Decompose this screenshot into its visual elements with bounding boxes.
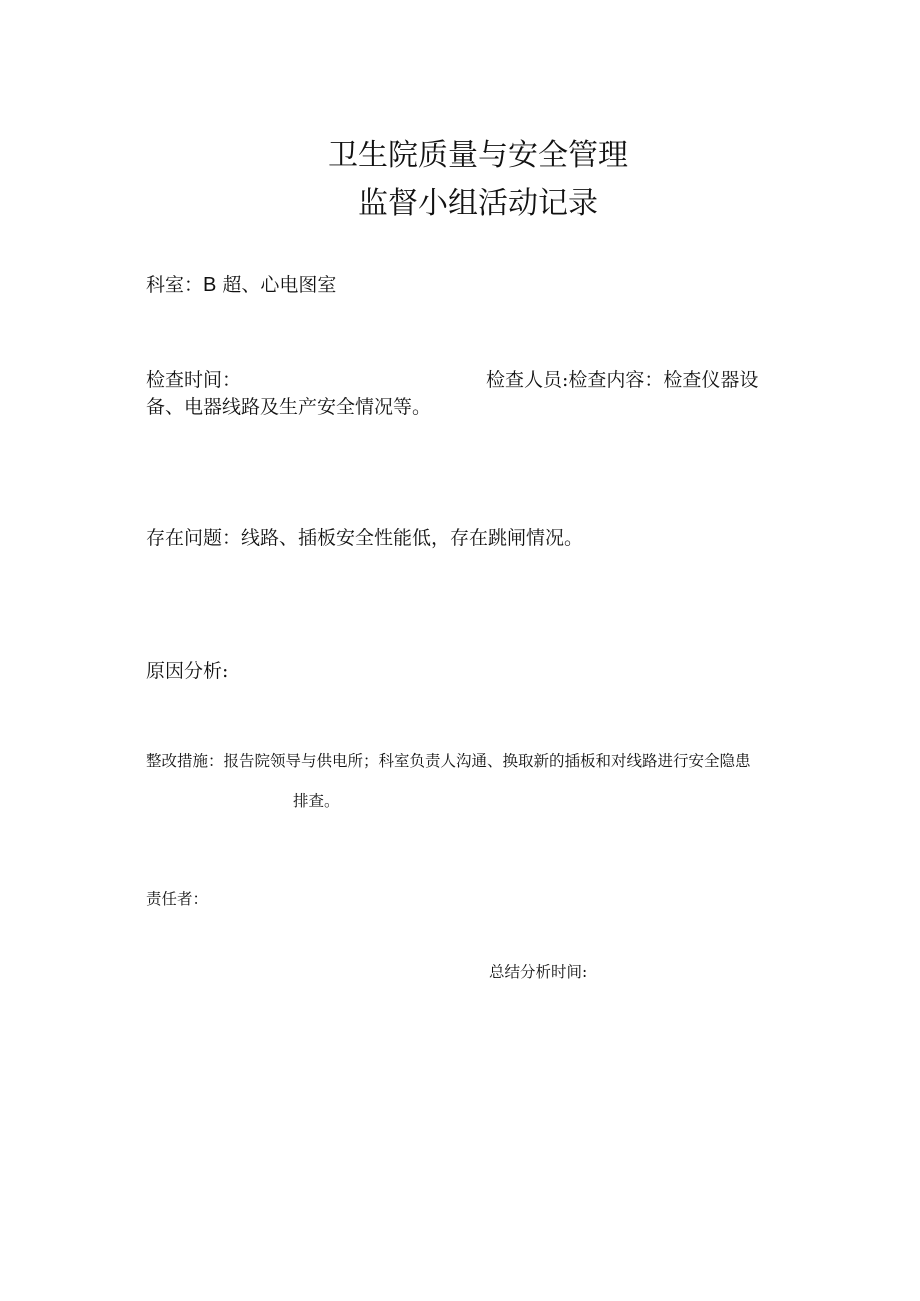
inspection-content-line-2: 备、电器线路及生产安全情况等。 xyxy=(146,396,432,418)
inspection-time-label: 检查时间： xyxy=(146,369,242,391)
responsible-label: 责任者： xyxy=(146,890,209,908)
cause-analysis-label: 原因分析: xyxy=(146,660,229,682)
department-value: 超、心电图室 xyxy=(216,274,337,296)
document-title-line-2: 监督小组活动记录 xyxy=(358,186,598,221)
document-title-line-1: 卫生院质量与安全管理 xyxy=(328,138,628,173)
rectification-line-1: 整改措施：报告院领导与供电所；科室负责人沟通、换取新的插板和对线路进行安全隐患 xyxy=(146,752,751,770)
inspector-label: 检查人员 xyxy=(486,369,563,391)
department-value-letter: B xyxy=(203,274,217,296)
department-label: 科室： xyxy=(146,274,204,296)
inspection-content-line-1: :检查内容：检查仪器设 xyxy=(562,369,759,391)
department-row xyxy=(146,270,336,297)
inspector-row xyxy=(486,365,758,392)
summary-time-label: 总结分析时间: xyxy=(489,963,588,981)
problems-text: 存在问题：线路、插板安全性能低，存在跳闸情况。 xyxy=(146,527,584,549)
rectification-line-2: 排查。 xyxy=(293,792,340,810)
